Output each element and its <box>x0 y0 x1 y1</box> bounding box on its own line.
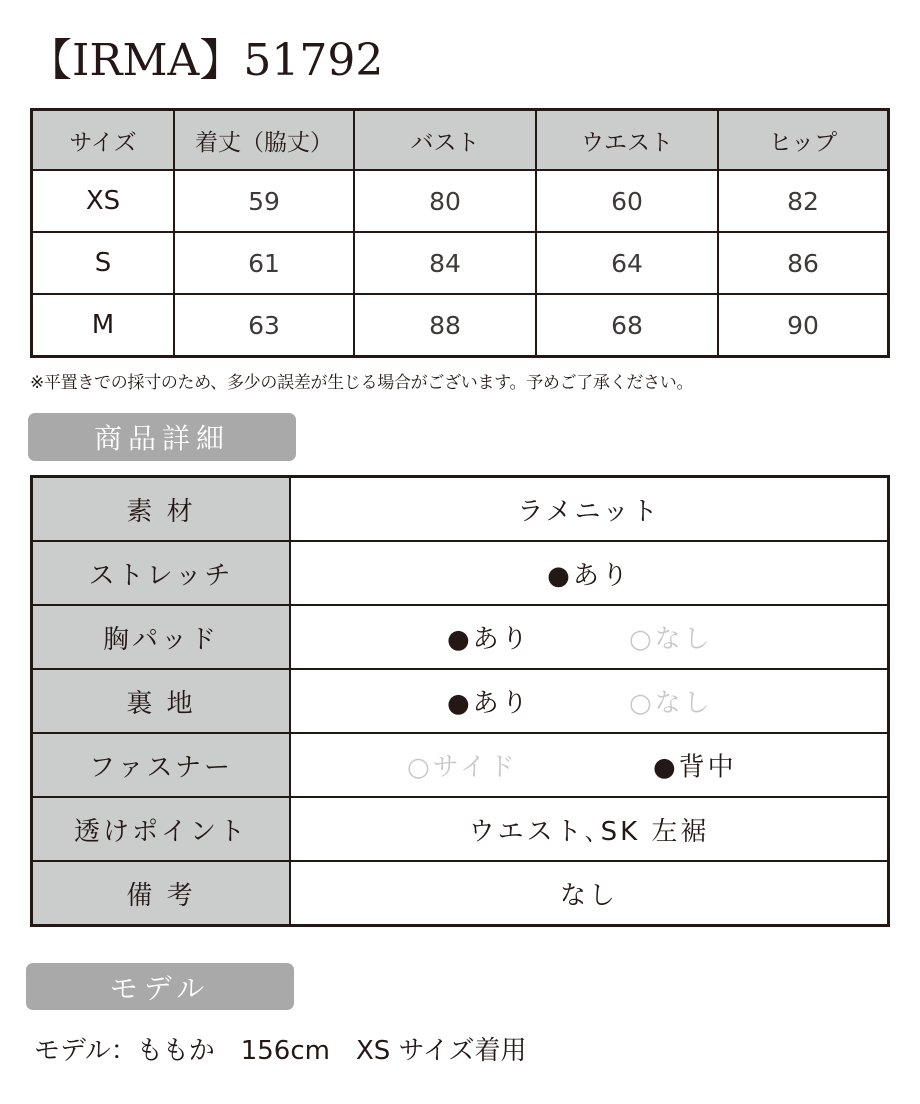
header-size: サイズ <box>32 110 175 171</box>
hip-cell: 86 <box>718 232 889 294</box>
detail-label-material: 素 材 <box>32 477 291 542</box>
waist-cell: 64 <box>536 232 718 294</box>
detail-label-zipper: ファスナー <box>32 733 291 797</box>
header-hip: ヒップ <box>718 110 889 171</box>
detail-label-remarks: 備 考 <box>32 861 291 926</box>
detail-table <box>30 475 890 927</box>
table-row <box>32 294 889 357</box>
bust-cell: 80 <box>354 170 536 232</box>
length-cell: 59 <box>174 170 354 232</box>
hip-cell: 90 <box>718 294 889 357</box>
bust-pad-option-no: ○なし <box>629 624 713 655</box>
bust-cell: 88 <box>354 294 536 357</box>
header-waist: ウエスト <box>536 110 718 171</box>
length-cell: 61 <box>174 232 354 294</box>
lining-option-no: ○なし <box>629 688 713 719</box>
bust-cell: 84 <box>354 232 536 294</box>
page-title: 【IRMA】51792 <box>28 35 384 86</box>
detail-label-lining: 裏 地 <box>32 669 291 733</box>
detail-value-zipper <box>290 733 889 797</box>
size-table-header-row <box>32 110 889 171</box>
model-section-heading: モデル <box>26 963 294 1010</box>
size-table <box>30 108 890 358</box>
lining-option-yes: ●あり <box>447 688 531 719</box>
waist-cell: 68 <box>536 294 718 357</box>
waist-cell: 60 <box>536 170 718 232</box>
bust-pad-option-yes: ●あり <box>447 624 531 655</box>
table-row <box>32 170 889 232</box>
detail-value-material: ラメニット <box>290 477 889 542</box>
table-row <box>32 861 889 926</box>
hip-cell: 82 <box>718 170 889 232</box>
table-row <box>32 797 889 861</box>
table-row <box>32 541 889 605</box>
detail-value-sheer-points: ウエスト､SK 左裾 <box>290 797 889 861</box>
size-cell: M <box>32 294 175 357</box>
size-cell: S <box>32 232 175 294</box>
length-cell: 63 <box>174 294 354 357</box>
detail-value-bust-pad <box>290 605 889 669</box>
detail-label-stretch: ストレッチ <box>32 541 291 605</box>
detail-value-stretch: ●あり <box>290 541 889 605</box>
table-row <box>32 232 889 294</box>
size-cell: XS <box>32 170 175 232</box>
detail-label-sheer-points: 透けポイント <box>32 797 291 861</box>
zipper-option-side: ○サイド <box>407 752 518 783</box>
detail-section-heading: 商品詳細 <box>28 413 296 461</box>
header-bust: バスト <box>354 110 536 171</box>
zipper-option-back: ●背中 <box>653 752 737 783</box>
table-row <box>32 477 889 542</box>
measurement-note: ※平置きでの採寸のため、多少の誤差が生じる場合がございます。予めご了承ください。 <box>30 373 694 393</box>
model-info: モデル：ももか 156cm XS サイズ着用 <box>34 1036 527 1066</box>
detail-value-remarks: なし <box>290 861 889 926</box>
detail-value-lining <box>290 669 889 733</box>
table-row <box>32 733 889 797</box>
header-length: 着丈（脇丈） <box>174 110 354 171</box>
detail-label-bust-pad: 胸パッド <box>32 605 291 669</box>
table-row <box>32 605 889 669</box>
table-row <box>32 669 889 733</box>
